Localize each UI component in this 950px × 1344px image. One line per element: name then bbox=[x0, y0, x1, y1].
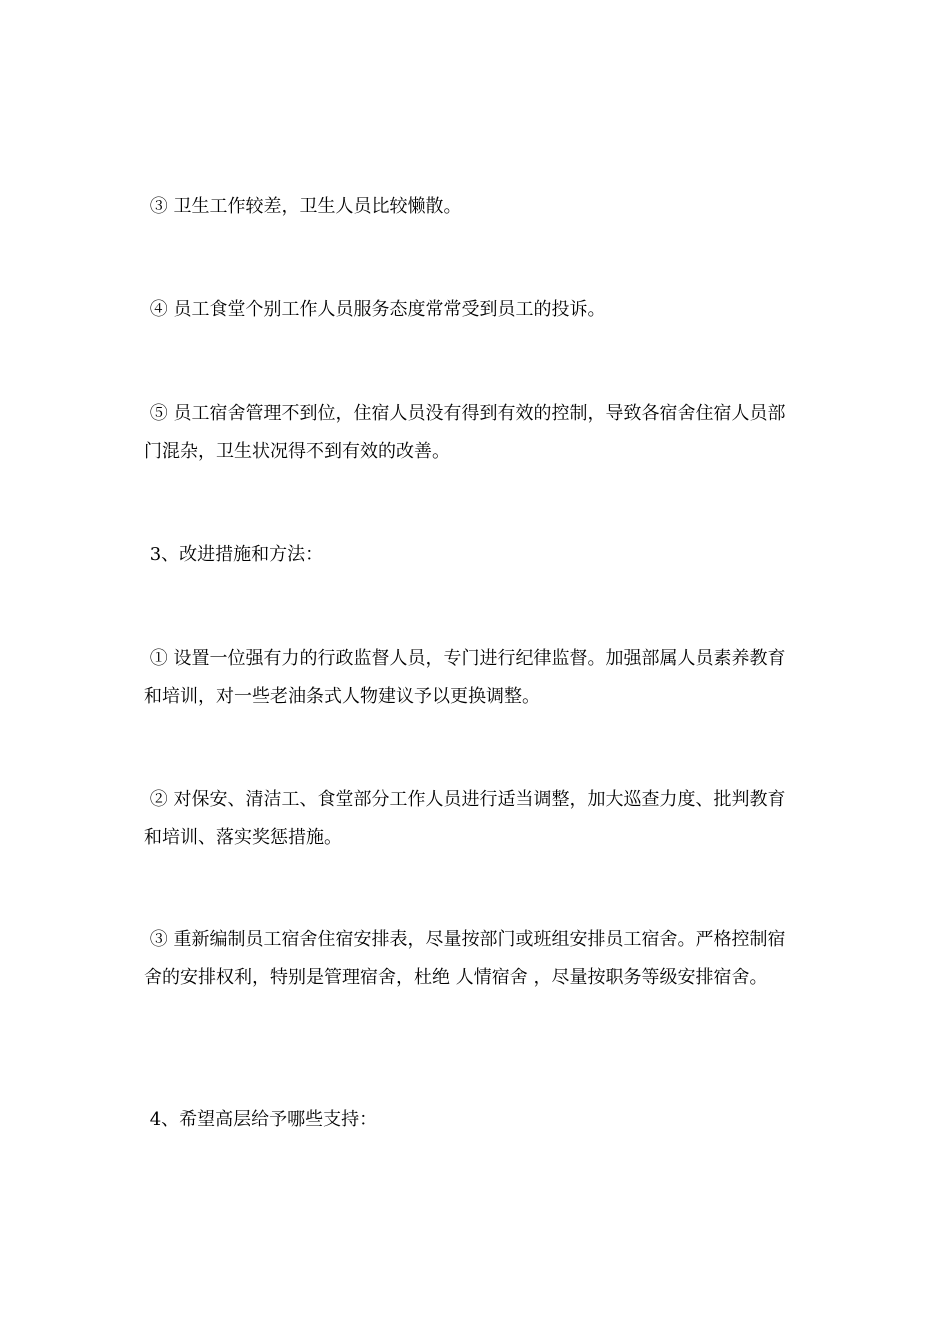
paragraph-staff-adjustment: ② 对保安、清洁工、食堂部分工作人员进行适当调整，加大巡查力度、批判教育和培训、落实奖惩措施。 bbox=[144, 789, 786, 848]
heading-improvement-measures: 3、改进措施和方法： bbox=[144, 544, 324, 565]
paragraph-supervisor: ① 设置一位强有力的行政监督人员，专门进行纪律监督。加强部属人员素养教育和培训，对一些老油条式人物建议予以更换调整。 bbox=[144, 648, 786, 707]
paragraph-canteen: ④ 员工食堂个别工作人员服务态度常常受到员工的投诉。 bbox=[144, 299, 606, 320]
paragraph-dormitory-schedule: ③ 重新编制员工宿舍住宿安排表，尽量按部门或班组安排员工宿舍。严格控制宿舍的安排权利，特别是管理宿舍，杜绝 人情宿舍 ，尽量按职务等级安排宿舍。 bbox=[144, 929, 786, 988]
heading-support-request: 4、希望高层给予哪些支持： bbox=[144, 1109, 378, 1130]
paragraph-dormitory: ⑤ 员工宿舍管理不到位，住宿人员没有得到有效的控制，导致各宿舍住宿人员部门混杂，卫生状况得不到有效的改善。 bbox=[144, 403, 786, 462]
paragraph-hygiene: ③ 卫生工作较差，卫生人员比较懒散。 bbox=[144, 196, 462, 217]
